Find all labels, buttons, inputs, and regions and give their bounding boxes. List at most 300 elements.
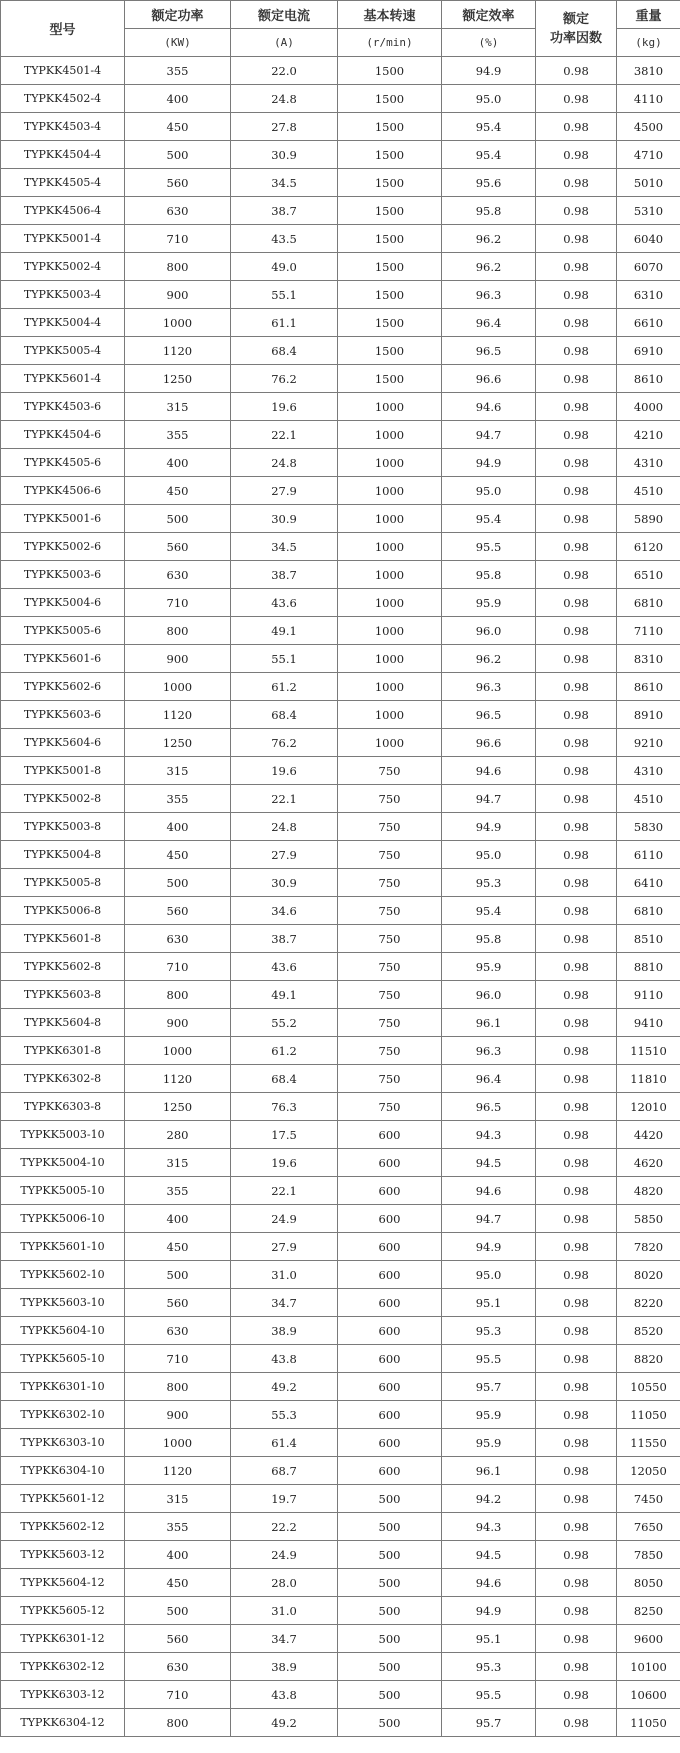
cell-weight: 11050: [617, 1401, 680, 1429]
cell-speed: 750: [338, 1009, 442, 1037]
cell-speed: 1000: [338, 561, 442, 589]
cell-power-factor: 0.98: [536, 337, 617, 365]
cell-power-factor: 0.98: [536, 561, 617, 589]
table-row: [1, 1373, 680, 1401]
cell-power-factor: 0.98: [536, 1289, 617, 1317]
cell-speed: 1500: [338, 197, 442, 225]
table-row: [1, 1149, 680, 1177]
header-power-factor-line2: 功率因数: [549, 30, 602, 46]
cell-current: 27.9: [231, 841, 338, 869]
table-row: [1, 1345, 680, 1373]
table-row: [1, 1233, 680, 1261]
cell-model: TYPKK5004-6: [1, 589, 125, 617]
cell-model: TYPKK5004-4: [1, 309, 125, 337]
cell-efficiency: 94.7: [442, 785, 536, 813]
table-row: [1, 421, 680, 449]
cell-current: 27.9: [231, 1233, 338, 1261]
cell-power: 710: [125, 1681, 231, 1709]
cell-power: 710: [125, 953, 231, 981]
header-row: [1, 1, 680, 29]
cell-weight: 8820: [617, 1345, 680, 1373]
cell-current: 61.2: [231, 1037, 338, 1065]
cell-efficiency: 96.2: [442, 225, 536, 253]
cell-model: TYPKK4506-4: [1, 197, 125, 225]
cell-power: 560: [125, 1625, 231, 1653]
cell-power-factor: 0.98: [536, 477, 617, 505]
cell-current: 43.8: [231, 1681, 338, 1709]
cell-power-factor: 0.98: [536, 1429, 617, 1457]
cell-weight: 6410: [617, 869, 680, 897]
table-row: [1, 1177, 680, 1205]
cell-power-factor: 0.98: [536, 281, 617, 309]
table-row: [1, 1121, 680, 1149]
cell-current: 19.6: [231, 393, 338, 421]
cell-power: 1000: [125, 1037, 231, 1065]
table-row: [1, 701, 680, 729]
cell-model: TYPKK6303-12: [1, 1681, 125, 1709]
cell-power: 1000: [125, 1429, 231, 1457]
cell-efficiency: 94.3: [442, 1121, 536, 1149]
cell-power-factor: 0.98: [536, 1205, 617, 1233]
cell-speed: 600: [338, 1177, 442, 1205]
cell-power-factor: 0.98: [536, 1569, 617, 1597]
cell-power-factor: 0.98: [536, 757, 617, 785]
cell-speed: 1500: [338, 337, 442, 365]
cell-speed: 750: [338, 925, 442, 953]
cell-speed: 1000: [338, 449, 442, 477]
cell-power-factor: 0.98: [536, 253, 617, 281]
cell-speed: 750: [338, 813, 442, 841]
cell-current: 22.1: [231, 785, 338, 813]
cell-weight: 6310: [617, 281, 680, 309]
cell-efficiency: 94.9: [442, 813, 536, 841]
table-header: [1, 1, 680, 57]
cell-speed: 1500: [338, 113, 442, 141]
cell-weight: 8910: [617, 701, 680, 729]
cell-power-factor: 0.98: [536, 505, 617, 533]
cell-weight: 4210: [617, 421, 680, 449]
header-current: 额定电流: [231, 1, 338, 29]
table-row: [1, 393, 680, 421]
cell-current: 68.7: [231, 1457, 338, 1485]
table-row: [1, 1289, 680, 1317]
cell-power-factor: 0.98: [536, 673, 617, 701]
cell-weight: 4310: [617, 757, 680, 785]
cell-power: 280: [125, 1121, 231, 1149]
cell-power-factor: 0.98: [536, 841, 617, 869]
cell-speed: 750: [338, 1037, 442, 1065]
cell-power-factor: 0.98: [536, 1149, 617, 1177]
header-power-factor-line1: 额定: [562, 11, 589, 27]
cell-speed: 1500: [338, 141, 442, 169]
cell-power: 450: [125, 1233, 231, 1261]
cell-weight: 10100: [617, 1653, 680, 1681]
cell-power: 450: [125, 113, 231, 141]
cell-power: 1000: [125, 309, 231, 337]
cell-power: 450: [125, 841, 231, 869]
cell-efficiency: 96.4: [442, 1065, 536, 1093]
cell-power-factor: 0.98: [536, 1401, 617, 1429]
cell-current: 43.5: [231, 225, 338, 253]
cell-power: 710: [125, 225, 231, 253]
cell-power: 630: [125, 1653, 231, 1681]
cell-current: 43.6: [231, 953, 338, 981]
cell-speed: 750: [338, 1093, 442, 1121]
cell-speed: 1500: [338, 309, 442, 337]
cell-power: 355: [125, 1513, 231, 1541]
cell-efficiency: 95.5: [442, 1681, 536, 1709]
cell-efficiency: 95.4: [442, 141, 536, 169]
cell-power: 900: [125, 1401, 231, 1429]
cell-power: 630: [125, 1317, 231, 1345]
cell-speed: 1000: [338, 589, 442, 617]
cell-efficiency: 95.9: [442, 953, 536, 981]
cell-current: 24.8: [231, 85, 338, 113]
cell-weight: 4500: [617, 113, 680, 141]
cell-current: 34.6: [231, 897, 338, 925]
cell-efficiency: 95.9: [442, 1429, 536, 1457]
cell-power-factor: 0.98: [536, 785, 617, 813]
cell-power-factor: 0.98: [536, 393, 617, 421]
cell-efficiency: 94.9: [442, 57, 536, 85]
cell-efficiency: 95.1: [442, 1289, 536, 1317]
header-power: 额定功率: [125, 1, 231, 29]
cell-model: TYPKK4505-6: [1, 449, 125, 477]
unit-weight: (kg): [617, 29, 680, 57]
cell-efficiency: 96.3: [442, 1037, 536, 1065]
table-row: [1, 253, 680, 281]
table-row: [1, 169, 680, 197]
cell-speed: 1500: [338, 281, 442, 309]
cell-model: TYPKK5003-10: [1, 1121, 125, 1149]
cell-current: 49.0: [231, 253, 338, 281]
cell-power: 315: [125, 1485, 231, 1513]
cell-weight: 9210: [617, 729, 680, 757]
cell-power: 315: [125, 757, 231, 785]
cell-current: 38.9: [231, 1317, 338, 1345]
table-row: [1, 1317, 680, 1345]
cell-power: 900: [125, 645, 231, 673]
cell-weight: 9600: [617, 1625, 680, 1653]
cell-power-factor: 0.98: [536, 1233, 617, 1261]
cell-model: TYPKK5005-4: [1, 337, 125, 365]
unit-efficiency: (%): [442, 29, 536, 57]
cell-model: TYPKK5605-10: [1, 1345, 125, 1373]
cell-current: 43.8: [231, 1345, 338, 1373]
table-row: [1, 925, 680, 953]
cell-power-factor: 0.98: [536, 701, 617, 729]
cell-model: TYPKK5603-10: [1, 1289, 125, 1317]
table-row: [1, 477, 680, 505]
cell-weight: 6110: [617, 841, 680, 869]
cell-model: TYPKK5603-6: [1, 701, 125, 729]
cell-power: 1250: [125, 1093, 231, 1121]
cell-current: 38.7: [231, 561, 338, 589]
cell-power-factor: 0.98: [536, 1597, 617, 1625]
cell-weight: 11550: [617, 1429, 680, 1457]
cell-weight: 4510: [617, 477, 680, 505]
cell-power: 500: [125, 1597, 231, 1625]
cell-model: TYPKK5005-8: [1, 869, 125, 897]
cell-speed: 750: [338, 785, 442, 813]
cell-power: 355: [125, 785, 231, 813]
cell-efficiency: 96.5: [442, 701, 536, 729]
cell-weight: 7820: [617, 1233, 680, 1261]
cell-efficiency: 94.6: [442, 393, 536, 421]
header-speed: 基本转速: [338, 1, 442, 29]
cell-power-factor: 0.98: [536, 1541, 617, 1569]
cell-current: 76.2: [231, 365, 338, 393]
cell-model: TYPKK5006-10: [1, 1205, 125, 1233]
cell-power: 450: [125, 477, 231, 505]
cell-power-factor: 0.98: [536, 169, 617, 197]
cell-weight: 5310: [617, 197, 680, 225]
cell-current: 38.7: [231, 197, 338, 225]
cell-speed: 1500: [338, 57, 442, 85]
cell-weight: 5010: [617, 169, 680, 197]
cell-current: 19.6: [231, 1149, 338, 1177]
cell-weight: 4710: [617, 141, 680, 169]
cell-model: TYPKK5605-12: [1, 1597, 125, 1625]
table-row: [1, 645, 680, 673]
cell-power: 800: [125, 253, 231, 281]
cell-model: TYPKK5005-10: [1, 1177, 125, 1205]
cell-speed: 1000: [338, 729, 442, 757]
cell-weight: 8050: [617, 1569, 680, 1597]
cell-model: TYPKK5602-12: [1, 1513, 125, 1541]
cell-weight: 6120: [617, 533, 680, 561]
table-row: [1, 953, 680, 981]
cell-efficiency: 95.3: [442, 869, 536, 897]
cell-weight: 4510: [617, 785, 680, 813]
cell-weight: 4820: [617, 1177, 680, 1205]
table-row: [1, 1625, 680, 1653]
cell-power: 560: [125, 897, 231, 925]
cell-power: 450: [125, 1569, 231, 1597]
cell-model: TYPKK4505-4: [1, 169, 125, 197]
cell-model: TYPKK5604-6: [1, 729, 125, 757]
cell-weight: 8810: [617, 953, 680, 981]
table-row: [1, 1401, 680, 1429]
cell-efficiency: 96.1: [442, 1457, 536, 1485]
cell-power: 630: [125, 925, 231, 953]
cell-model: TYPKK5004-8: [1, 841, 125, 869]
cell-current: 24.8: [231, 449, 338, 477]
cell-speed: 500: [338, 1709, 442, 1737]
cell-current: 68.4: [231, 1065, 338, 1093]
cell-power: 560: [125, 169, 231, 197]
cell-efficiency: 95.3: [442, 1317, 536, 1345]
cell-power-factor: 0.98: [536, 1709, 617, 1737]
cell-model: TYPKK5604-10: [1, 1317, 125, 1345]
cell-speed: 600: [338, 1429, 442, 1457]
header-weight: 重量: [617, 1, 680, 29]
cell-model: TYPKK5601-8: [1, 925, 125, 953]
cell-efficiency: 95.0: [442, 841, 536, 869]
cell-speed: 600: [338, 1233, 442, 1261]
table-row: [1, 673, 680, 701]
cell-current: 27.9: [231, 477, 338, 505]
cell-model: TYPKK6301-10: [1, 1373, 125, 1401]
cell-speed: 600: [338, 1289, 442, 1317]
cell-speed: 600: [338, 1261, 442, 1289]
cell-model: TYPKK5604-12: [1, 1569, 125, 1597]
cell-efficiency: 94.2: [442, 1485, 536, 1513]
cell-speed: 500: [338, 1681, 442, 1709]
cell-power-factor: 0.98: [536, 1373, 617, 1401]
header-efficiency: 额定效率: [442, 1, 536, 29]
cell-current: 61.4: [231, 1429, 338, 1457]
table-row: [1, 813, 680, 841]
cell-efficiency: 94.6: [442, 1569, 536, 1597]
cell-efficiency: 95.9: [442, 589, 536, 617]
cell-model: TYPKK5003-4: [1, 281, 125, 309]
cell-efficiency: 96.4: [442, 309, 536, 337]
cell-current: 24.8: [231, 813, 338, 841]
cell-speed: 500: [338, 1597, 442, 1625]
cell-model: TYPKK4502-4: [1, 85, 125, 113]
cell-model: TYPKK6301-12: [1, 1625, 125, 1653]
table-row: [1, 1485, 680, 1513]
cell-weight: 6810: [617, 897, 680, 925]
cell-efficiency: 94.6: [442, 757, 536, 785]
cell-current: 76.2: [231, 729, 338, 757]
cell-model: TYPKK5601-4: [1, 365, 125, 393]
cell-efficiency: 95.7: [442, 1373, 536, 1401]
cell-current: 31.0: [231, 1597, 338, 1625]
table-row: [1, 1597, 680, 1625]
cell-current: 34.7: [231, 1625, 338, 1653]
cell-current: 22.1: [231, 1177, 338, 1205]
table-row: [1, 533, 680, 561]
cell-speed: 1500: [338, 253, 442, 281]
cell-efficiency: 96.3: [442, 673, 536, 701]
cell-power-factor: 0.98: [536, 421, 617, 449]
table-row: [1, 1205, 680, 1233]
cell-speed: 600: [338, 1373, 442, 1401]
cell-current: 22.0: [231, 57, 338, 85]
cell-weight: 11810: [617, 1065, 680, 1093]
cell-power-factor: 0.98: [536, 1317, 617, 1345]
cell-model: TYPKK5604-8: [1, 1009, 125, 1037]
table-row: [1, 897, 680, 925]
cell-power: 560: [125, 533, 231, 561]
cell-power-factor: 0.98: [536, 617, 617, 645]
table-row: [1, 729, 680, 757]
table-row: [1, 197, 680, 225]
cell-speed: 600: [338, 1317, 442, 1345]
cell-weight: 4310: [617, 449, 680, 477]
cell-speed: 1000: [338, 673, 442, 701]
table-row: [1, 869, 680, 897]
cell-model: TYPKK5001-8: [1, 757, 125, 785]
unit-current: (A): [231, 29, 338, 57]
cell-speed: 1000: [338, 645, 442, 673]
cell-weight: 8250: [617, 1597, 680, 1625]
cell-efficiency: 96.0: [442, 617, 536, 645]
cell-model: TYPKK4506-6: [1, 477, 125, 505]
cell-efficiency: 95.0: [442, 477, 536, 505]
cell-power: 800: [125, 981, 231, 1009]
table-row: [1, 1513, 680, 1541]
table-row: [1, 309, 680, 337]
cell-model: TYPKK4503-4: [1, 113, 125, 141]
cell-weight: 10550: [617, 1373, 680, 1401]
cell-efficiency: 96.1: [442, 1009, 536, 1037]
cell-weight: 7450: [617, 1485, 680, 1513]
table-row: [1, 225, 680, 253]
cell-speed: 500: [338, 1625, 442, 1653]
cell-weight: 9410: [617, 1009, 680, 1037]
table-row: [1, 337, 680, 365]
cell-current: 30.9: [231, 141, 338, 169]
table-row: [1, 785, 680, 813]
cell-model: TYPKK5002-4: [1, 253, 125, 281]
cell-speed: 500: [338, 1653, 442, 1681]
cell-current: 19.6: [231, 757, 338, 785]
cell-power-factor: 0.98: [536, 57, 617, 85]
cell-current: 34.7: [231, 1289, 338, 1317]
cell-weight: 12010: [617, 1093, 680, 1121]
table-row: [1, 281, 680, 309]
cell-model: TYPKK6302-8: [1, 1065, 125, 1093]
cell-weight: 7650: [617, 1513, 680, 1541]
cell-model: TYPKK5004-10: [1, 1149, 125, 1177]
cell-power: 1120: [125, 337, 231, 365]
cell-current: 27.8: [231, 113, 338, 141]
cell-model: TYPKK5602-6: [1, 673, 125, 701]
cell-model: TYPKK5603-8: [1, 981, 125, 1009]
cell-current: 61.1: [231, 309, 338, 337]
cell-weight: 5830: [617, 813, 680, 841]
cell-efficiency: 95.7: [442, 1709, 536, 1737]
cell-power: 630: [125, 197, 231, 225]
cell-efficiency: 95.5: [442, 1345, 536, 1373]
cell-current: 49.1: [231, 981, 338, 1009]
cell-power: 800: [125, 617, 231, 645]
cell-power: 500: [125, 141, 231, 169]
cell-power-factor: 0.98: [536, 813, 617, 841]
table-row: [1, 841, 680, 869]
cell-weight: 4000: [617, 393, 680, 421]
table-row: [1, 1429, 680, 1457]
cell-efficiency: 94.9: [442, 1233, 536, 1261]
cell-power-factor: 0.98: [536, 141, 617, 169]
cell-current: 55.1: [231, 645, 338, 673]
cell-power-factor: 0.98: [536, 197, 617, 225]
cell-power: 900: [125, 281, 231, 309]
cell-speed: 600: [338, 1205, 442, 1233]
cell-model: TYPKK5006-8: [1, 897, 125, 925]
cell-power-factor: 0.98: [536, 869, 617, 897]
cell-power-factor: 0.98: [536, 953, 617, 981]
cell-power-factor: 0.98: [536, 113, 617, 141]
cell-speed: 600: [338, 1401, 442, 1429]
cell-weight: 8610: [617, 365, 680, 393]
unit-power: (KW): [125, 29, 231, 57]
cell-power-factor: 0.98: [536, 225, 617, 253]
cell-model: TYPKK4504-4: [1, 141, 125, 169]
cell-power: 1120: [125, 1065, 231, 1093]
cell-current: 30.9: [231, 505, 338, 533]
cell-speed: 1500: [338, 225, 442, 253]
cell-speed: 750: [338, 981, 442, 1009]
cell-current: 31.0: [231, 1261, 338, 1289]
cell-current: 68.4: [231, 337, 338, 365]
cell-weight: 7850: [617, 1541, 680, 1569]
cell-power-factor: 0.98: [536, 365, 617, 393]
table-row: [1, 561, 680, 589]
